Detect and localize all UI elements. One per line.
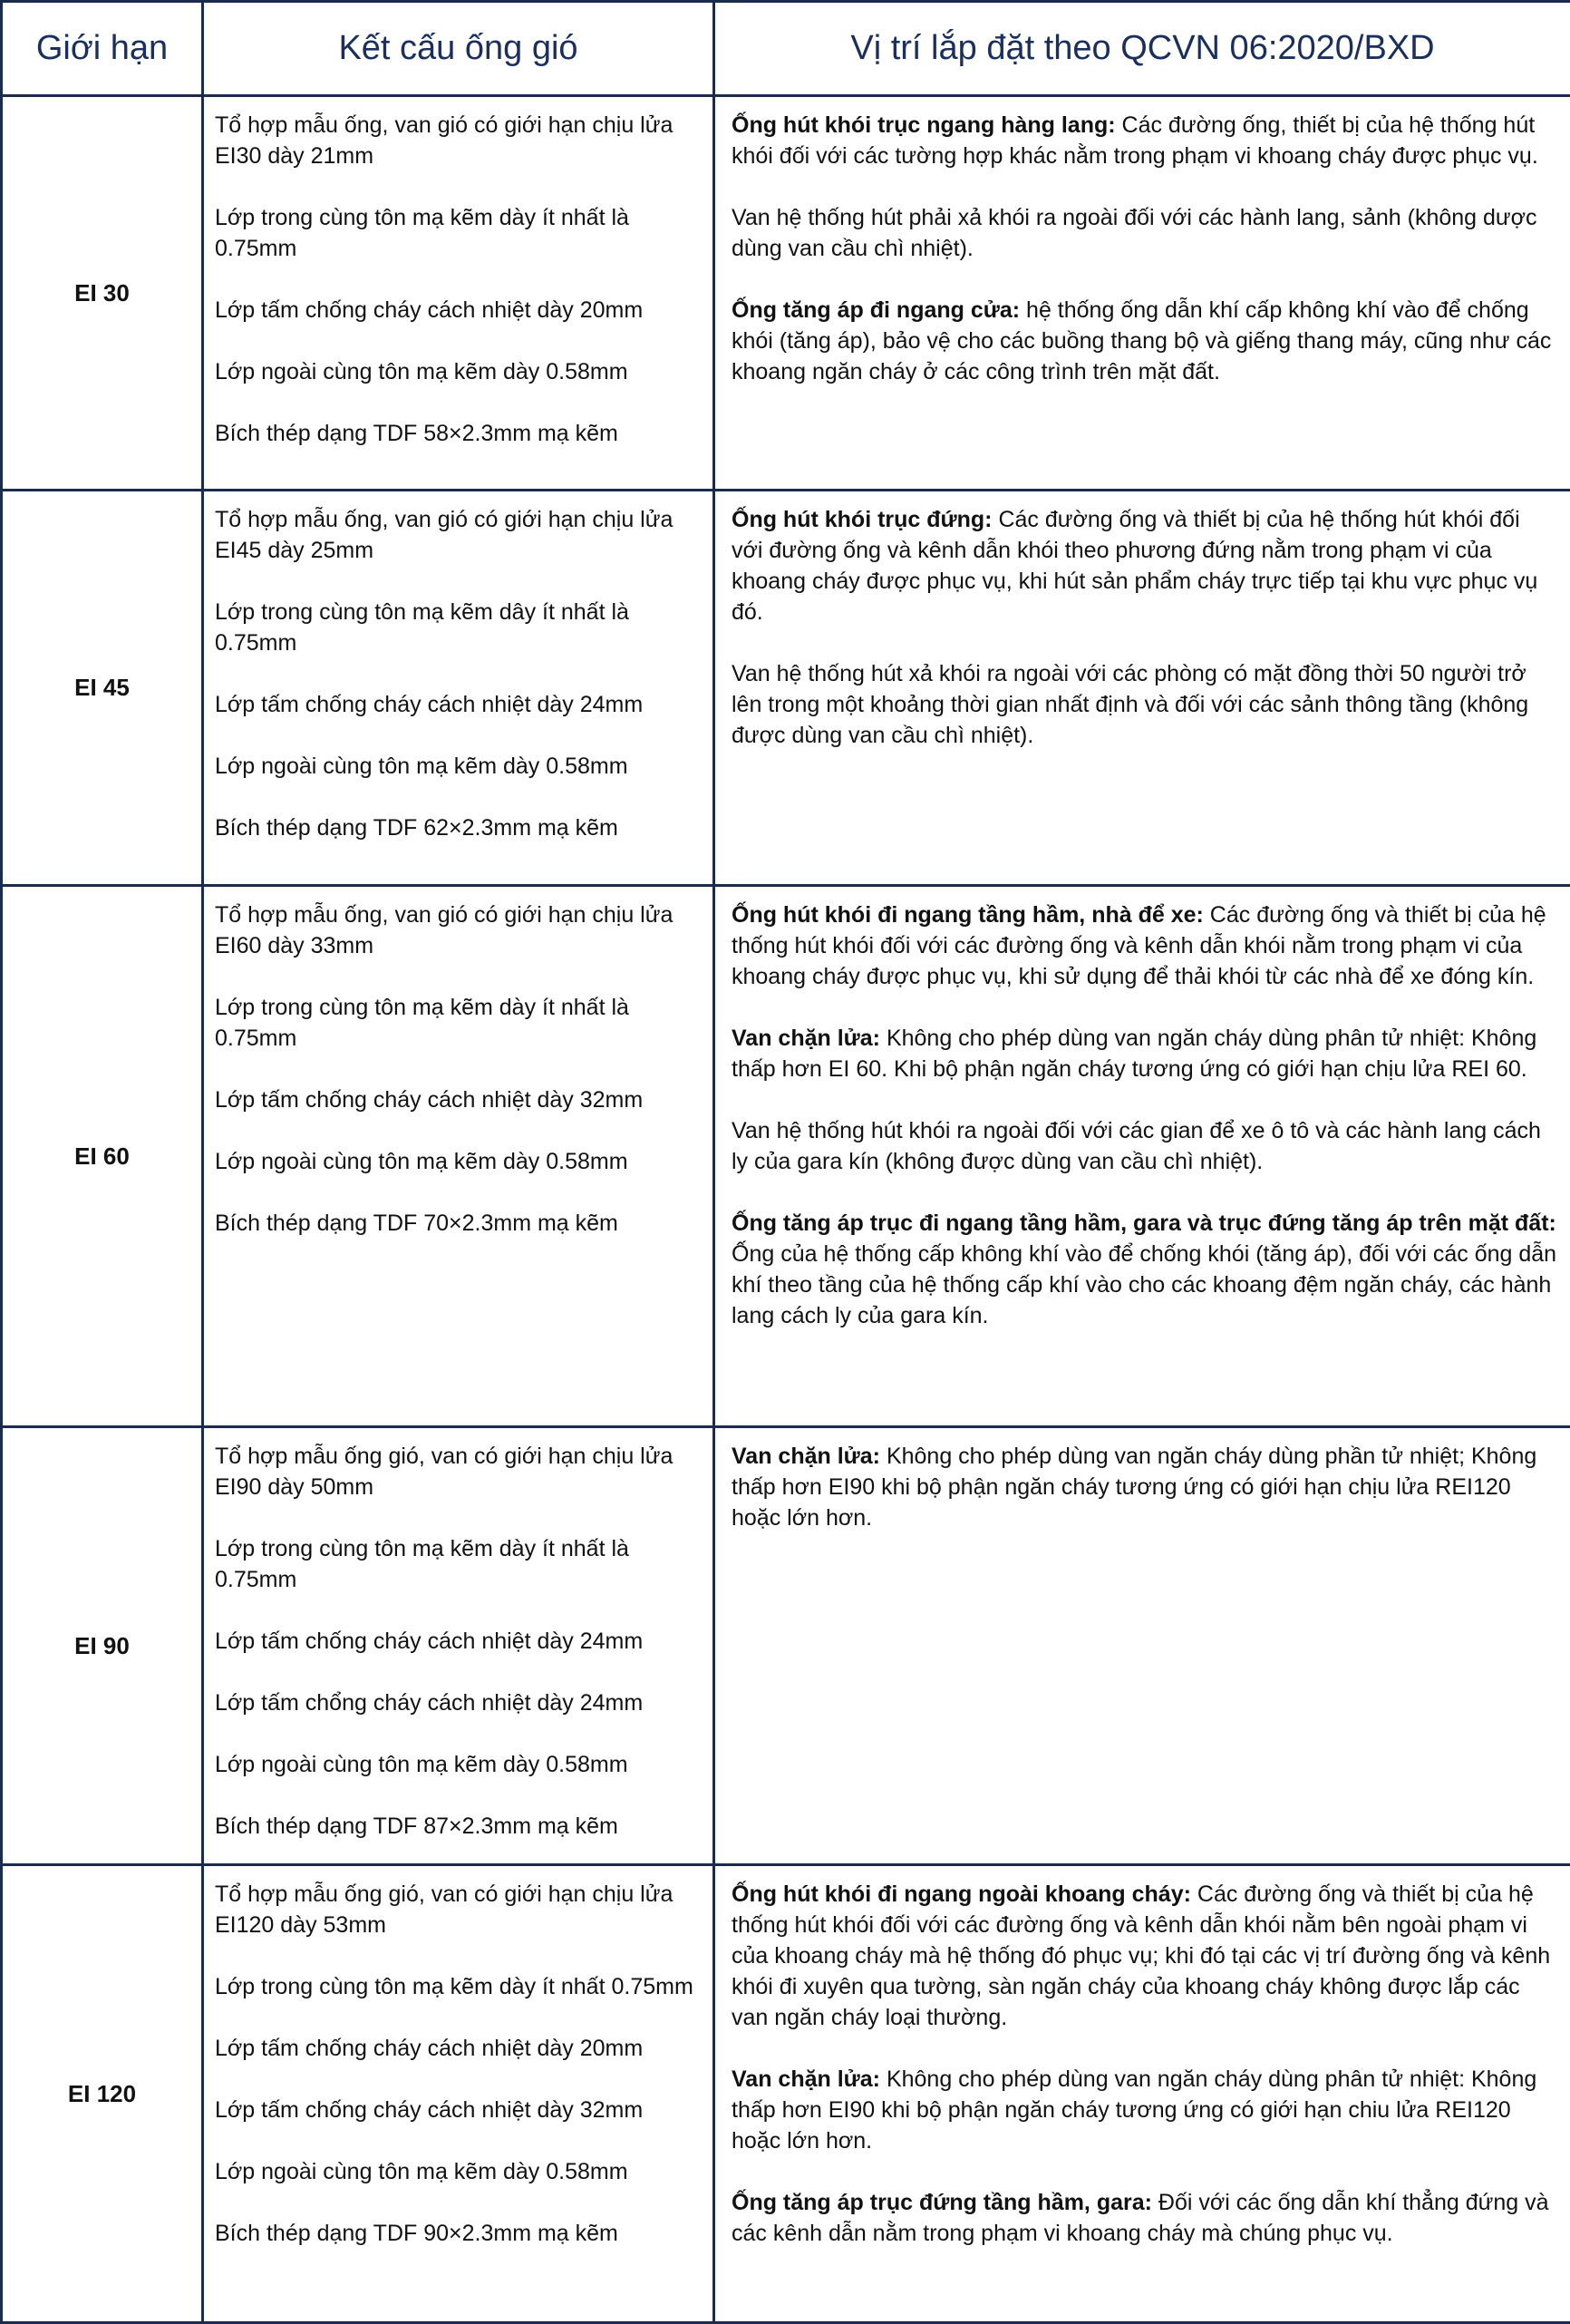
location-cell: [714, 886, 1570, 1427]
location-text: Các đường ống và thiết bị của hệ thống hút khói đối với đường ống và kênh dẫn khói theo phương đứng nằm trong phạm vi của khoang cháy được phục vụ, khi hút sản phẩm cháy trực tiếp tại khu vực phục vụ đó.: [732, 507, 1537, 625]
location-lead: Ống hút khói trục ngang hàng lang:: [732, 112, 1116, 138]
location-cell: [714, 1427, 1570, 1865]
location-text: Van hệ thống hút phải xả khói ra ngoài đối với các hành lang, sảnh (không dược dùng van cầu chì nhiệt).: [732, 205, 1537, 261]
table-row: [2, 1865, 1570, 2323]
table-row: [2, 886, 1570, 1427]
header-structure: Kết cấu ống gió: [203, 2, 714, 96]
location-cell: [714, 1865, 1570, 2323]
structure-line: Tổ hợp mẫu ống, van gió có giới hạn chịu lửa EI60 dày 33mm: [215, 899, 703, 961]
location-text: Đối với các ống dẫn khí thẳng đứng và các kênh dẫn nằm trong phạm vi khoang cháy mà chúng phục vụ.: [732, 2190, 1549, 2246]
location-text: Van hệ thống hút xả khói ra ngoài với các phòng có mặt đồng thời 50 người trở lên trong một khoảng thời gian nhất định và đối với các sảnh thông tầng (không được dùng van cầu chì nhiệt).: [732, 661, 1528, 748]
header-location: Vị trí lắp đặt theo QCVN 06:2020/BXD: [714, 2, 1570, 96]
structure-cell: [203, 96, 714, 491]
header-row: [2, 2, 1570, 96]
structure-line: Lớp tấm chống cháy cách nhiệt dày 32mm: [215, 2095, 703, 2125]
grade-cell: EI 60: [2, 886, 203, 1427]
location-text: Các đường ống và thiết bị của hệ thống hút khói đối với các đường ống và kênh dẫn khói nằm trong phạm vi của khoang cháy được phục vụ, khi sử dụng để thải khói từ các nhà để xe đóng kín.: [732, 902, 1546, 989]
location-paragraph: [732, 1023, 1557, 1084]
grade-cell: EI 45: [2, 491, 203, 886]
location-lead: Ống hút khói đi ngang tầng hầm, nhà để xe:: [732, 902, 1204, 928]
structure-line: Lớp ngoài cùng tôn mạ kẽm dày 0.58mm: [215, 1146, 703, 1177]
location-paragraph: [732, 2064, 1557, 2156]
location-cell: [714, 96, 1570, 491]
grade-cell: EI 120: [2, 1865, 203, 2323]
structure-line: Tổ hợp mẫu ống gió, van có giới hạn chịu lửa EI90 dày 50mm: [215, 1441, 703, 1502]
location-paragraph: [732, 295, 1557, 387]
location-paragraph: [732, 1441, 1557, 1533]
location-lead: Ống tăng áp trục đứng tầng hầm, gara:: [732, 2190, 1152, 2215]
structure-line: Bích thép dạng TDF 70×2.3mm mạ kẽm: [215, 1208, 703, 1239]
location-paragraph: [732, 658, 1557, 751]
structure-line: Lớp tấm chống cháy cách nhiệt dày 32mm: [215, 1084, 703, 1115]
structure-line: Tổ hợp mẫu ống, van gió có giới hạn chịu lửa EI45 dày 25mm: [215, 504, 703, 566]
structure-line: Lớp ngoài cùng tôn mạ kẽm dày 0.58mm: [215, 1749, 703, 1780]
location-text: Các đường ống, thiết bị của hệ thống hút khói đối với các tường hợp khác nằm trong phạm vi khoang cháy được phục vụ.: [732, 112, 1538, 169]
location-text: Không cho phép dùng van ngăn cháy dùng phân tử nhiệt: Không thấp hơn EI90 khi bộ phận ngăn cháy tương ứng có giới hạn chiu lửa REI120 hoặc lớn hơn.: [732, 2066, 1536, 2154]
structure-line: Tổ hợp mẫu ống, van gió có giới hạn chịu lửa EI30 dày 21mm: [215, 110, 703, 171]
location-paragraph: [732, 899, 1557, 992]
table-row: [2, 96, 1570, 491]
structure-line: Lớp tấm chống cháy cách nhiệt dày 24mm: [215, 689, 703, 720]
structure-line: Lớp trong cùng tôn mạ kẽm dày ít nhất là 0.75mm: [215, 1533, 703, 1595]
table-row: [2, 1427, 1570, 1865]
location-text: Van hệ thống hút khói ra ngoài đối với các gian để xe ô tô và các hành lang cách ly của gara kín (không được dùng van cầu chì nhiệt).: [732, 1118, 1541, 1174]
location-text: Không cho phép dùng van ngăn cháy dùng phần tử nhiệt; Không thấp hơn EI90 khi bộ phận ngăn cháy tương ứng có giới hạn chịu lửa REI120 hoặc lớn hơn.: [732, 1444, 1536, 1531]
structure-cell: [203, 491, 714, 886]
grade-cell: EI 90: [2, 1427, 203, 1865]
structure-line: Bích thép dạng TDF 87×2.3mm mạ kẽm: [215, 1811, 703, 1842]
location-paragraph: [732, 110, 1557, 171]
location-text: Không cho phép dùng van ngăn cháy dùng phân tử nhiệt: Không thấp hơn EI 60. Khi bộ phận ngăn cháy tương ứng có giới hạn chịu lửa REI 60.: [732, 1026, 1536, 1082]
location-lead: Ống tăng áp trục đi ngang tầng hầm, gara và trục đứng tăng áp trên mặt đất:: [732, 1211, 1556, 1236]
structure-cell: [203, 1427, 714, 1865]
location-lead: Ống hút khói đi ngang ngoài khoang cháy:: [732, 1882, 1191, 1907]
structure-line: Lớp tấm chống cháy cách nhiệt dày 20mm: [215, 2033, 703, 2064]
structure-line: Lớp tấm chống cháy cách nhiệt dày 20mm: [215, 295, 703, 326]
structure-cell: [203, 1865, 714, 2323]
table-row: [2, 491, 1570, 886]
structure-line: Lớp trong cùng tôn mạ kẽm dây ít nhất là 0.75mm: [215, 597, 703, 658]
location-lead: Van chặn lửa:: [732, 1444, 880, 1469]
location-paragraph: [732, 202, 1557, 264]
location-paragraph: [732, 2187, 1557, 2249]
structure-line: Bích thép dạng TDF 62×2.3mm mạ kẽm: [215, 812, 703, 843]
location-text: Các đường ống và thiết bị của hệ thống hút khói đối với các đường ống và kênh dẫn khói nằm bên ngoài phạm vi của khoang cháy mà hệ thống đó phục vụ; khi đó tại các vị trí đường ống và kênh khói đi xuyên qua tường, sàn ngăn cháy của khoang cháy không được lắp các van ngăn cháy loại thường.: [732, 1882, 1550, 2030]
structure-line: Lớp trong cùng tôn mạ kẽm dày ít nhất 0.75mm: [215, 1971, 703, 2002]
structure-line: Lớp tấm chống cháy cách nhiệt dày 24mm: [215, 1626, 703, 1657]
header-grade: Giới hạn: [2, 2, 203, 96]
location-paragraph: [732, 1879, 1557, 2033]
structure-line: Lớp ngoài cùng tôn mạ kẽm dày 0.58mm: [215, 2156, 703, 2187]
location-paragraph: [732, 1115, 1557, 1177]
structure-line: Bích thép dạng TDF 90×2.3mm mạ kẽm: [215, 2218, 703, 2249]
grade-cell: EI 30: [2, 96, 203, 491]
structure-line: Lớp tấm chổng cháy cách nhiệt dày 24mm: [215, 1687, 703, 1718]
location-paragraph: [732, 504, 1557, 627]
location-lead: Ống hút khói trục đứng:: [732, 507, 993, 532]
structure-line: Lớp trong cùng tôn mạ kẽm dày ít nhất là 0.75mm: [215, 202, 703, 264]
structure-line: Lớp trong cùng tôn mạ kẽm dày ít nhất là 0.75mm: [215, 992, 703, 1054]
structure-line: Lớp ngoài cùng tôn mạ kẽm dày 0.58mm: [215, 751, 703, 782]
location-lead: Van chặn lửa:: [732, 1026, 880, 1051]
location-paragraph: [732, 1208, 1557, 1331]
location-lead: Van chặn lửa:: [732, 2066, 880, 2092]
location-cell: [714, 491, 1570, 886]
structure-line: Tổ hợp mẫu ống gió, van có giới hạn chịu lửa EI120 dày 53mm: [215, 1879, 703, 1940]
structure-line: Bích thép dạng TDF 58×2.3mm mạ kẽm: [215, 418, 703, 449]
structure-line: Lớp ngoài cùng tôn mạ kẽm dày 0.58mm: [215, 356, 703, 387]
location-text: Ống của hệ thống cấp không khí vào để chống khói (tăng áp), đối với các ống dẫn khí theo tầng của hệ thống cấp khí vào cho các khoang đệm ngăn cháy, các hành lang cách ly của gara kín.: [732, 1241, 1556, 1328]
structure-cell: [203, 886, 714, 1427]
location-text: hệ thống ống dẫn khí cấp không khí vào để chống khói (tăng áp), bảo vệ cho các buồng thang bộ và giếng thang máy, cũng như các khoang ngăn cháy ở các công trình trên mặt đất.: [732, 297, 1551, 384]
location-lead: Ống tăng áp đi ngang cửa:: [732, 297, 1020, 323]
